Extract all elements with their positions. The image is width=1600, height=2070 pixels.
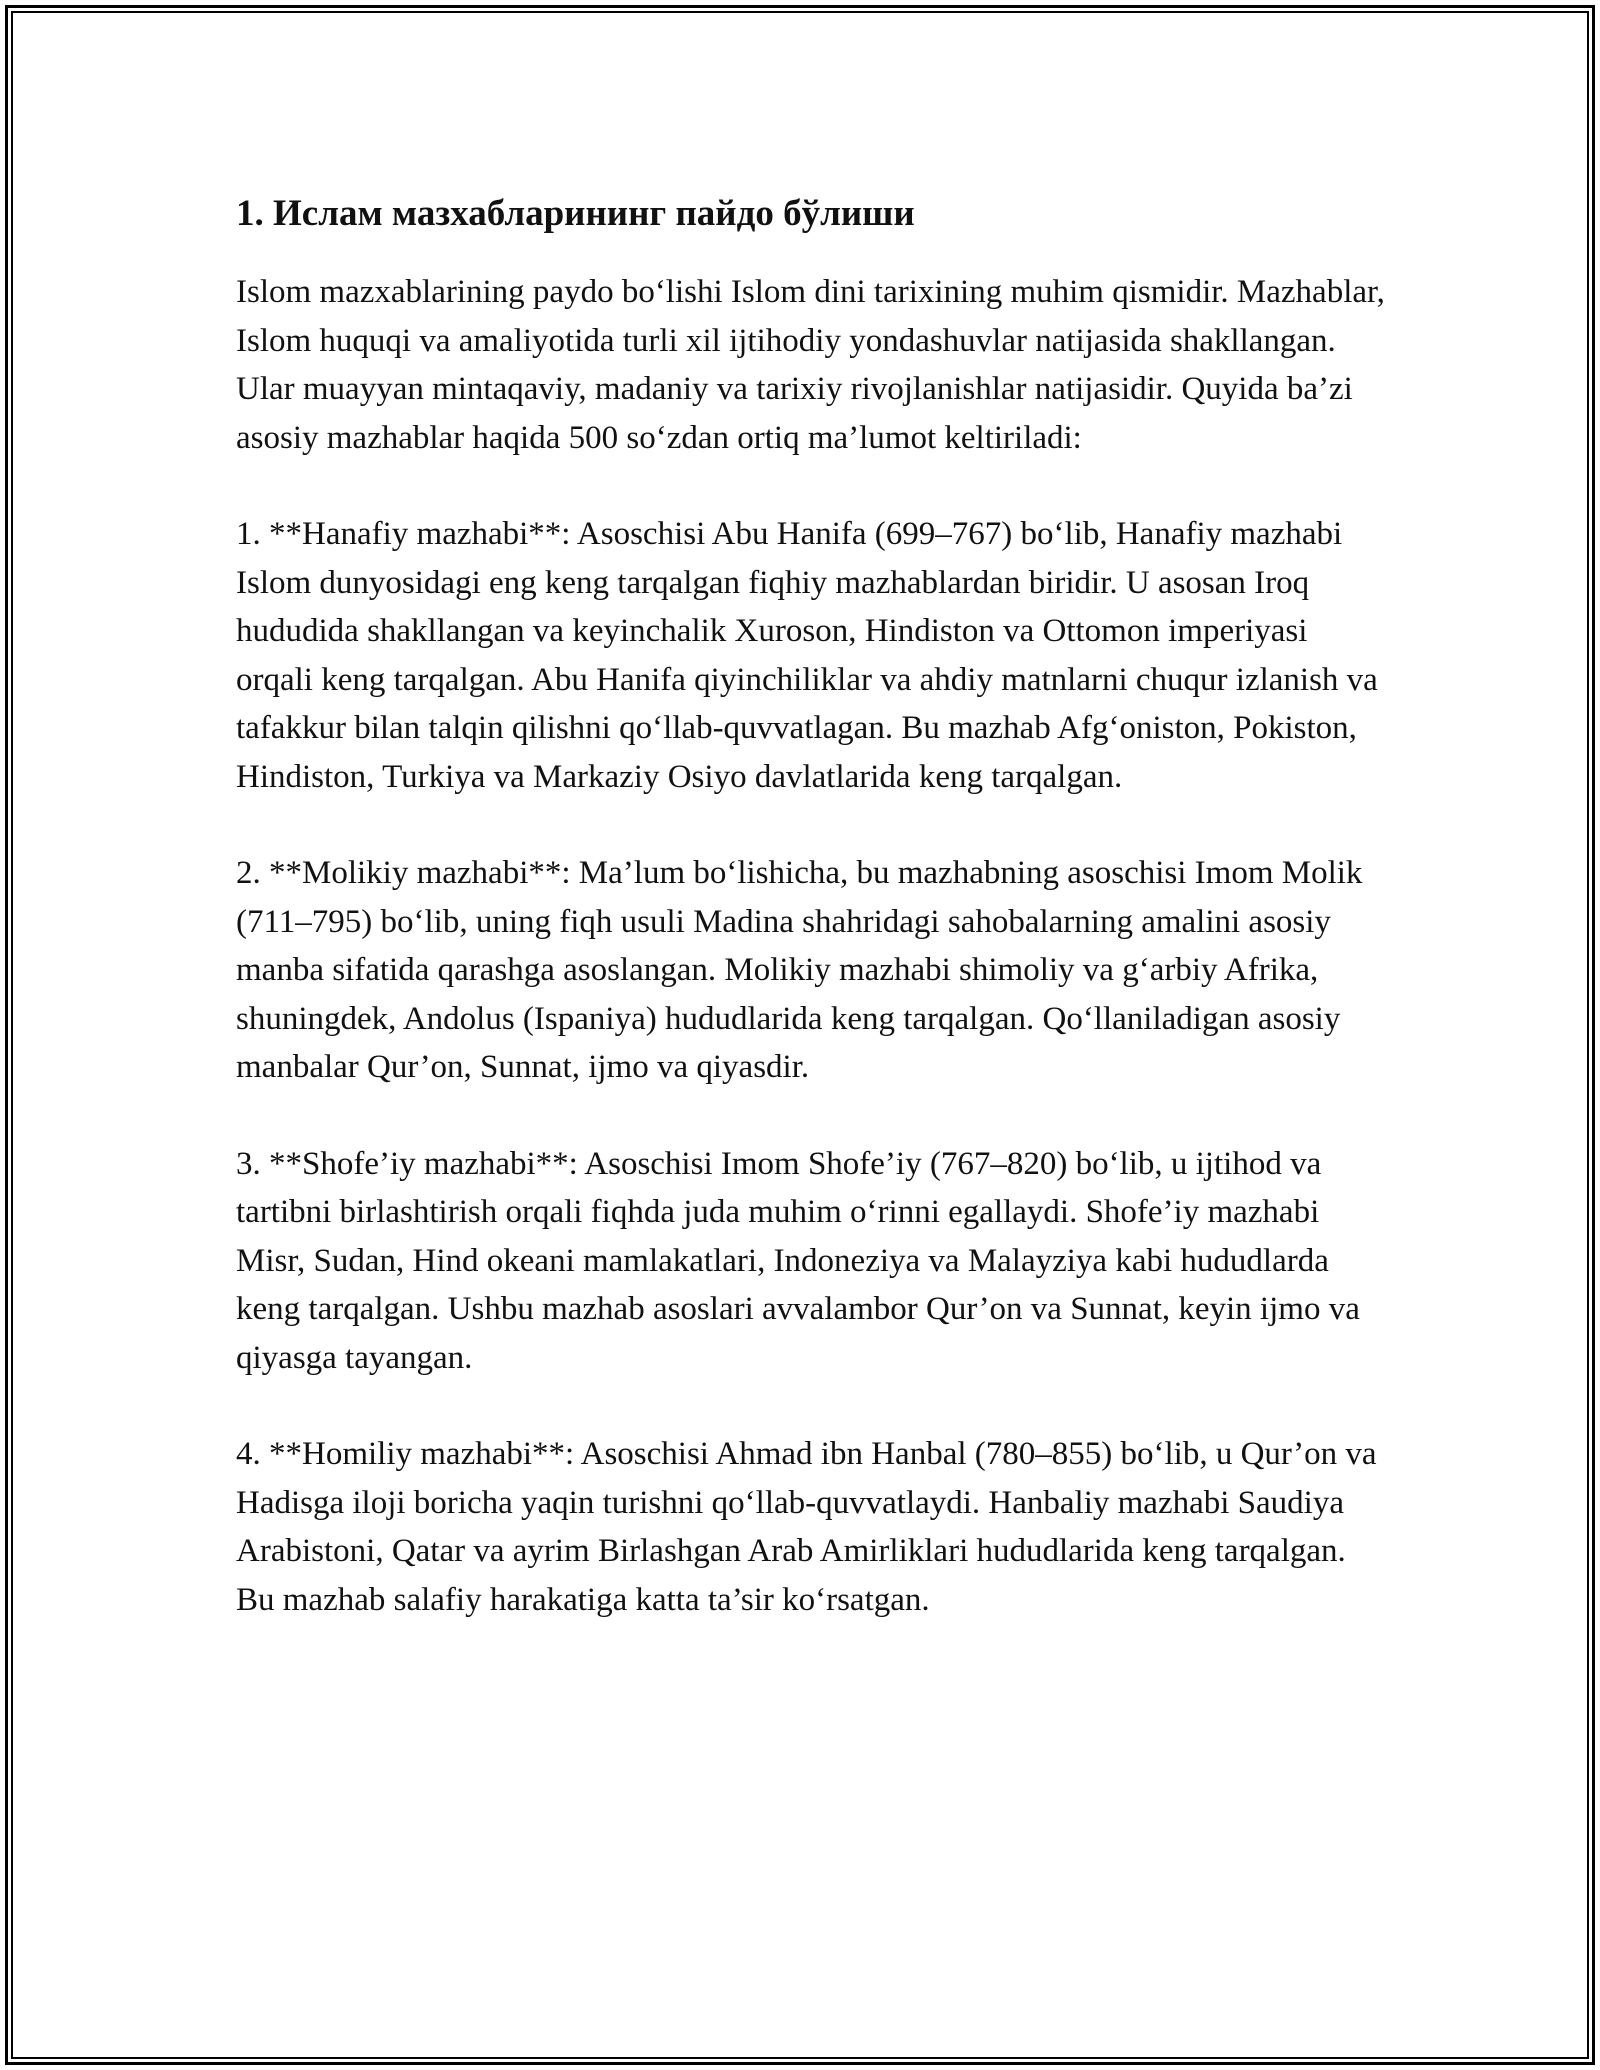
paragraph-molikiy: 2. **Molikiy mazhabi**: Ma’lum bo‘lishicha, bu mazhabning asoschisi Imom Molik (711–795) bo‘lib, uning fiqh usuli Madina shahridagi sahobalarning amalini asosiy manba sifatida qarashga asoslangan. Molikiy mazhabi shimoliy va g‘arbiy Afrika, shuningdek, Andolus (Ispaniya) hududlarida keng tarqalgan. Qo‘llaniladigan asosiy manbalar Qur’on, Sunnat, ijmo va qiyasdir.	[236, 855, 1363, 1085]
paragraph-shofeiy: 3. **Shofe’iy mazhabi**: Asoschisi Imom Shofe’iy (767–820) bo‘lib, u ijtihod va tartibni birlashtirish orqali fiqhda juda muhim o‘rinni egallaydi. Shofe’iy mazhabi Misr, Sudan, Hind okeani mamlakatlari, Indoneziya va Malayziya kabi hududlarda keng tarqalgan. Ushbu mazhab asoslari avvalambor Qur’on va Sunnat, keyin ijmo va qiyasga tayangan.	[236, 1145, 1360, 1376]
paragraph-hanafiy: 1. **Hanafiy mazhabi**: Asoschisi Abu Hanifa (699–767) bo‘lib, Hanafiy mazhabi Islom dunyosidagi eng keng tarqalgan fiqhiy mazhablardan biridir. U asosan Iroq hududida shakllangan va keyinchalik Xuroson, Hindiston va Ottomon imperiyasi orqali keng tarqalgan. Abu Hanifa qiyinchiliklar va ahdiy matnlarni chuqur izlanish va tafakkur bilan talqin qilishni qo‘llab-quvvatlagan. Bu mazhab Afg‘oniston, Pokiston, Hindiston, Turkiya va Markaziy Osiyo davlatlarida keng tarqalgan.	[236, 516, 1378, 795]
paragraph-homiliy: 4. **Homiliy mazhabi**: Asoschisi Ahmad ibn Hanbal (780–855) bo‘lib, u Qur’on va Hadisga iloji boricha yaqin turishni qo‘llab-quvvatlaydi. Hanbaliy mazhabi Saudiya Arabistoni, Qatar va ayrim Birlashgan Arab Amirliklari hududlarida keng tarqalgan. Bu mazhab salafiy harakatiga katta ta’sir ko‘rsatgan.	[236, 1436, 1377, 1618]
document-title: 1. Ислам мазхабларининг пайдо бўлиши	[236, 193, 915, 234]
document-body	[236, 190, 1386, 1672]
intro-paragraph: Islom mazxablarining paydo bo‘lishi Islom dini tarixining muhim qismidir. Mazhablar, Islom huquqi va amaliyotida turli xil ijtihodiy yondashuvlar natijasida shakllangan. Ular muayyan mintaqaviy, madaniy va tarixiy rivojlanishlar natijasidir. Quyida ba’zi asosiy mazhablar haqida 500 so‘zdan ortiq ma’lumot keltiriladi:	[236, 274, 1385, 456]
